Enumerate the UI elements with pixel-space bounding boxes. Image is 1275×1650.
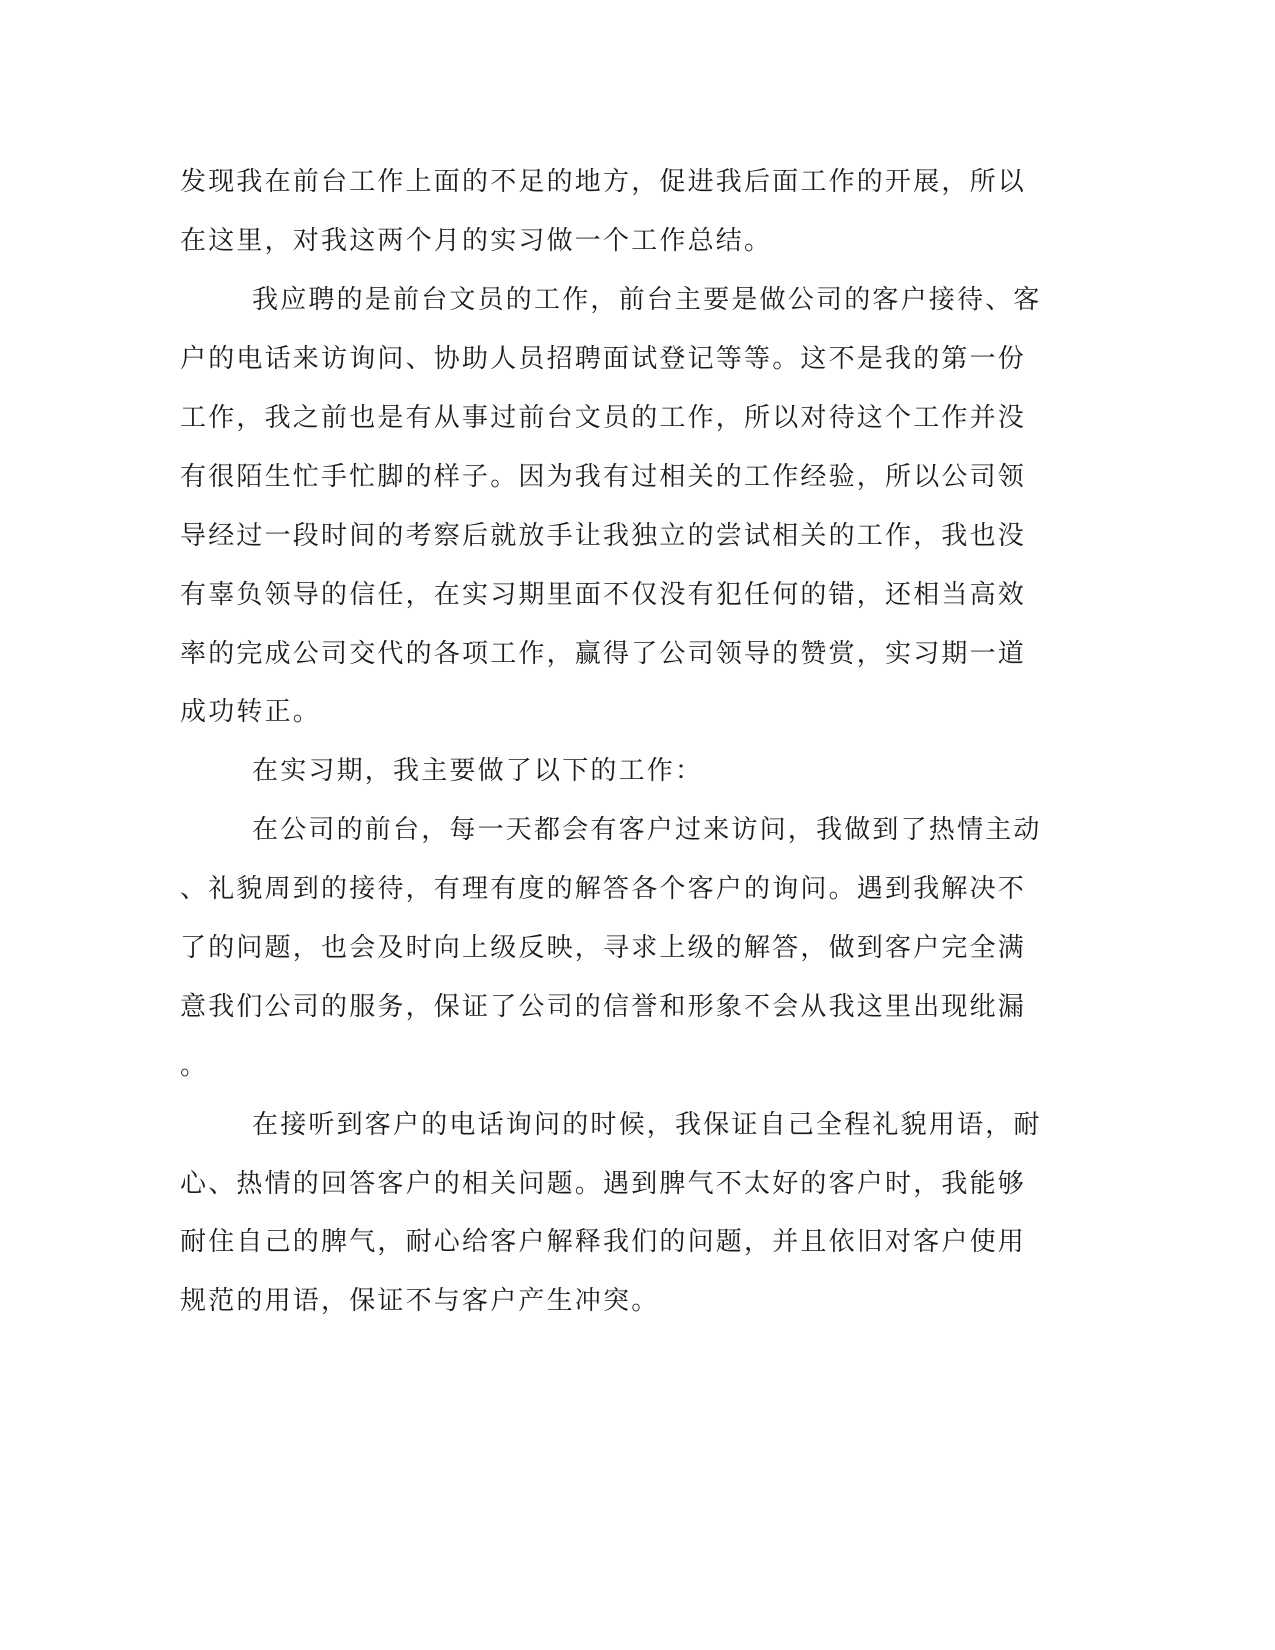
text-line: 心、热情的回答客户的相关问题。遇到脾气不太好的客户时，我能够 <box>180 1169 1027 1199</box>
text-line: 导经过一段时间的考察后就放手让我独立的尝试相关的工作，我也没 <box>180 521 1027 551</box>
text-line: 率的完成公司交代的各项工作，赢得了公司领导的赞赏，实习期一道 <box>180 639 1027 669</box>
text-line: 、礼貌周到的接待，有理有度的解答各个客户的询问。遇到我解决不 <box>180 874 1027 904</box>
paragraph-first-line: 我应聘的是前台文员的工作，前台主要是做公司的客户接待、客 <box>252 285 1042 315</box>
text-line: 了的问题，也会及时向上级反映，寻求上级的解答，做到客户完全满 <box>180 933 1027 963</box>
paragraph-first-line: 在实习期，我主要做了以下的工作： <box>252 756 704 786</box>
text-line: 有辜负领导的信任，在实习期里面不仅没有犯任何的错，还相当高效 <box>180 580 1027 610</box>
paragraph-first-line: 在公司的前台，每一天都会有客户过来访问，我做到了热情主动 <box>252 815 1042 845</box>
text-line: 户的电话来访询问、协助人员招聘面试登记等等。这不是我的第一份 <box>180 344 1027 374</box>
text-line: 意我们公司的服务，保证了公司的信誉和形象不会从我这里出现纰漏 <box>180 992 1027 1022</box>
text-line: 有很陌生忙手忙脚的样子。因为我有过相关的工作经验，所以公司领 <box>180 462 1027 492</box>
text-line: 。 <box>180 1051 209 1081</box>
text-line: 发现我在前台工作上面的不足的地方，促进我后面工作的开展，所以 <box>180 167 1027 197</box>
paragraph-first-line: 在接听到客户的电话询问的时候，我保证自己全程礼貌用语，耐 <box>252 1110 1042 1140</box>
text-line: 规范的用语，保证不与客户产生冲突。 <box>180 1286 660 1316</box>
text-line: 成功转正。 <box>180 697 322 727</box>
text-line: 耐住自己的脾气，耐心给客户解释我们的问题，并且依旧对客户使用 <box>180 1227 1027 1257</box>
text-line: 工作，我之前也是有从事过前台文员的工作，所以对待这个工作并没 <box>180 403 1027 433</box>
text-line: 在这里，对我这两个月的实习做一个工作总结。 <box>180 226 773 256</box>
